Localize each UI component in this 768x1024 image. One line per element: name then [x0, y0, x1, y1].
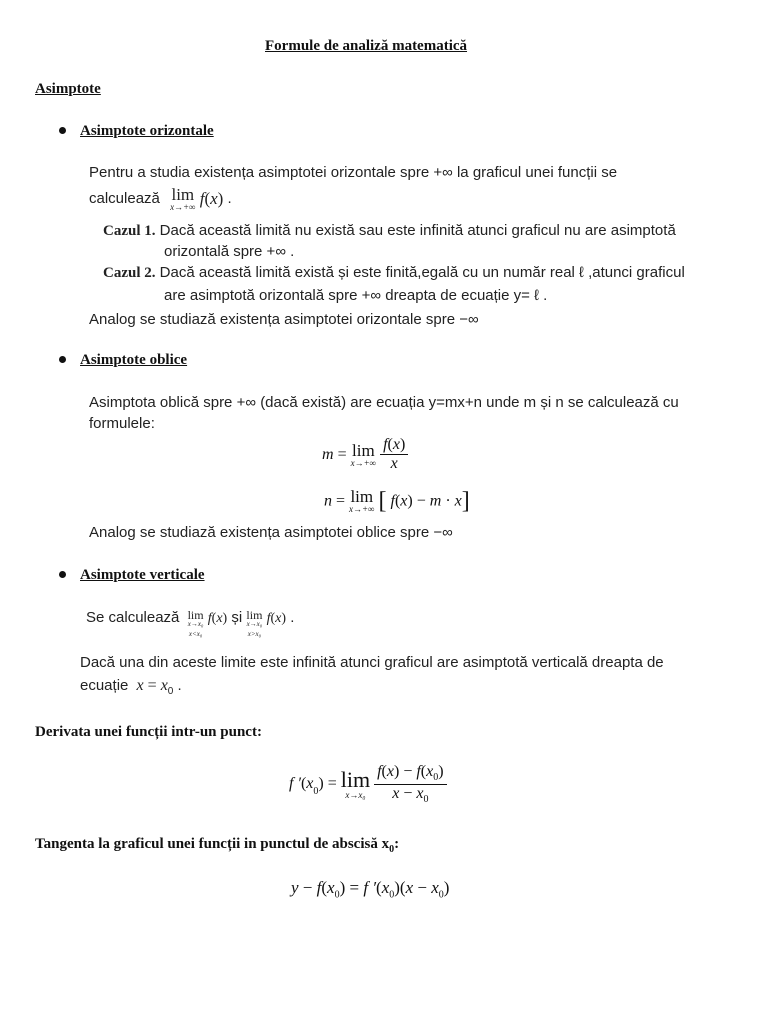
- limit-formula: lim x→x₀: [340, 766, 371, 800]
- bullet-dot: [59, 356, 66, 363]
- formula-n: n = lim x→+∞ [ f(x) − m · x]: [324, 487, 470, 515]
- limit-left: lim x→x₀ x<x₀: [187, 608, 204, 638]
- caz1-line1: [103, 222, 676, 240]
- oblice-text-line2: formulele:: [89, 415, 155, 432]
- limit-right: lim x→x₀ x>x₀: [246, 608, 263, 638]
- orizontale-text-line1: Pentru a studia existența asimptotei orizontale spre +∞ la graficul unei funcții se: [89, 164, 618, 181]
- subsection-heading-orizontale: Asimptote orizontale: [80, 123, 214, 139]
- orizontale-text-line2: calculează lim x→+∞ f(x) .: [89, 185, 232, 212]
- verticale-text-line1: Dacă una din aceste limite este infinită atunci graficul are asimptotă verticală dreapta de: [80, 654, 664, 671]
- caz2-label: Cazul 2.: [103, 265, 156, 281]
- caz1-text: Dacă această limită nu există sau este infinită atunci graficul nu are asimptotă: [159, 222, 676, 239]
- subsection-heading-verticale: Asimptote verticale: [80, 567, 205, 583]
- limit-subscript: x→+∞: [170, 202, 196, 212]
- section-heading-asimptote: Asimptote: [35, 81, 101, 97]
- formula-derivata: f $'(x_0)$ = lim x→x₀ $\frac{f(x) - f(x_0)}{x - x_0}$: [289, 763, 447, 805]
- caz2-text: Dacă această limită există și este finită,egală cu un număr real ℓ ,atunci graficul: [159, 264, 685, 281]
- verticale-text-line2: ecuație $x = x_0$ .: [80, 677, 182, 697]
- caz2-line2: are asimptotă orizontală spre +∞ dreapta de ecuație y= ℓ .: [164, 287, 548, 304]
- verticale-calc-line: Se calculează lim x→x₀ x<x₀ f(x) și lim x→x₀ x>x₀ f(x) .: [86, 608, 295, 638]
- bullet-orizontale: [59, 123, 214, 140]
- derivata-heading: Derivata unei funcții intr-un punct:: [35, 724, 262, 740]
- orizontale-analog: Analog se studiază existența asimptotei orizontale spre −∞: [89, 311, 479, 328]
- page-title: Formule de analiză matematică: [265, 38, 468, 54]
- oblice-analog: Analog se studiază existența asimptotei oblice spre −∞: [89, 524, 453, 541]
- fraction-difference-quotient: $\frac{f(x) - f(x_0)}{x - x_0}$: [374, 763, 446, 805]
- limit-formula: lim x→+∞: [170, 185, 196, 212]
- tangenta-heading: Tangenta la graficul unei funcții in punctul de abscisă $x_0$:: [35, 836, 400, 855]
- caz1-line2: orizontală spre +∞ .: [164, 243, 295, 260]
- formula-m: m = lim x→+∞ $\frac{f(x)}{x}$: [322, 436, 408, 474]
- limit-formula: lim x→+∞: [350, 440, 377, 468]
- bullet-verticale: [59, 567, 205, 584]
- bullet-dot: [59, 571, 66, 578]
- limit-formula: lim x→+∞: [349, 487, 375, 515]
- oblice-text-line1: Asimptota oblică spre +∞ (dacă există) are ecuația y=mx+n unde m și n se calculează cu: [89, 394, 679, 411]
- subsection-heading-oblice: Asimptote oblice: [80, 352, 188, 368]
- caz2-line1: [103, 264, 685, 282]
- caz1-label: Cazul 1.: [103, 223, 156, 239]
- fraction-fx-over-x: $\frac{f(x)}{x}$: [380, 436, 408, 474]
- calc-word: calculează: [89, 189, 160, 207]
- bullet-dot: [59, 127, 66, 134]
- formula-tangenta: $y - f(x_0) = f$ $'(x_0)(x - x_0)$: [291, 878, 450, 901]
- bullet-oblice: [59, 352, 187, 369]
